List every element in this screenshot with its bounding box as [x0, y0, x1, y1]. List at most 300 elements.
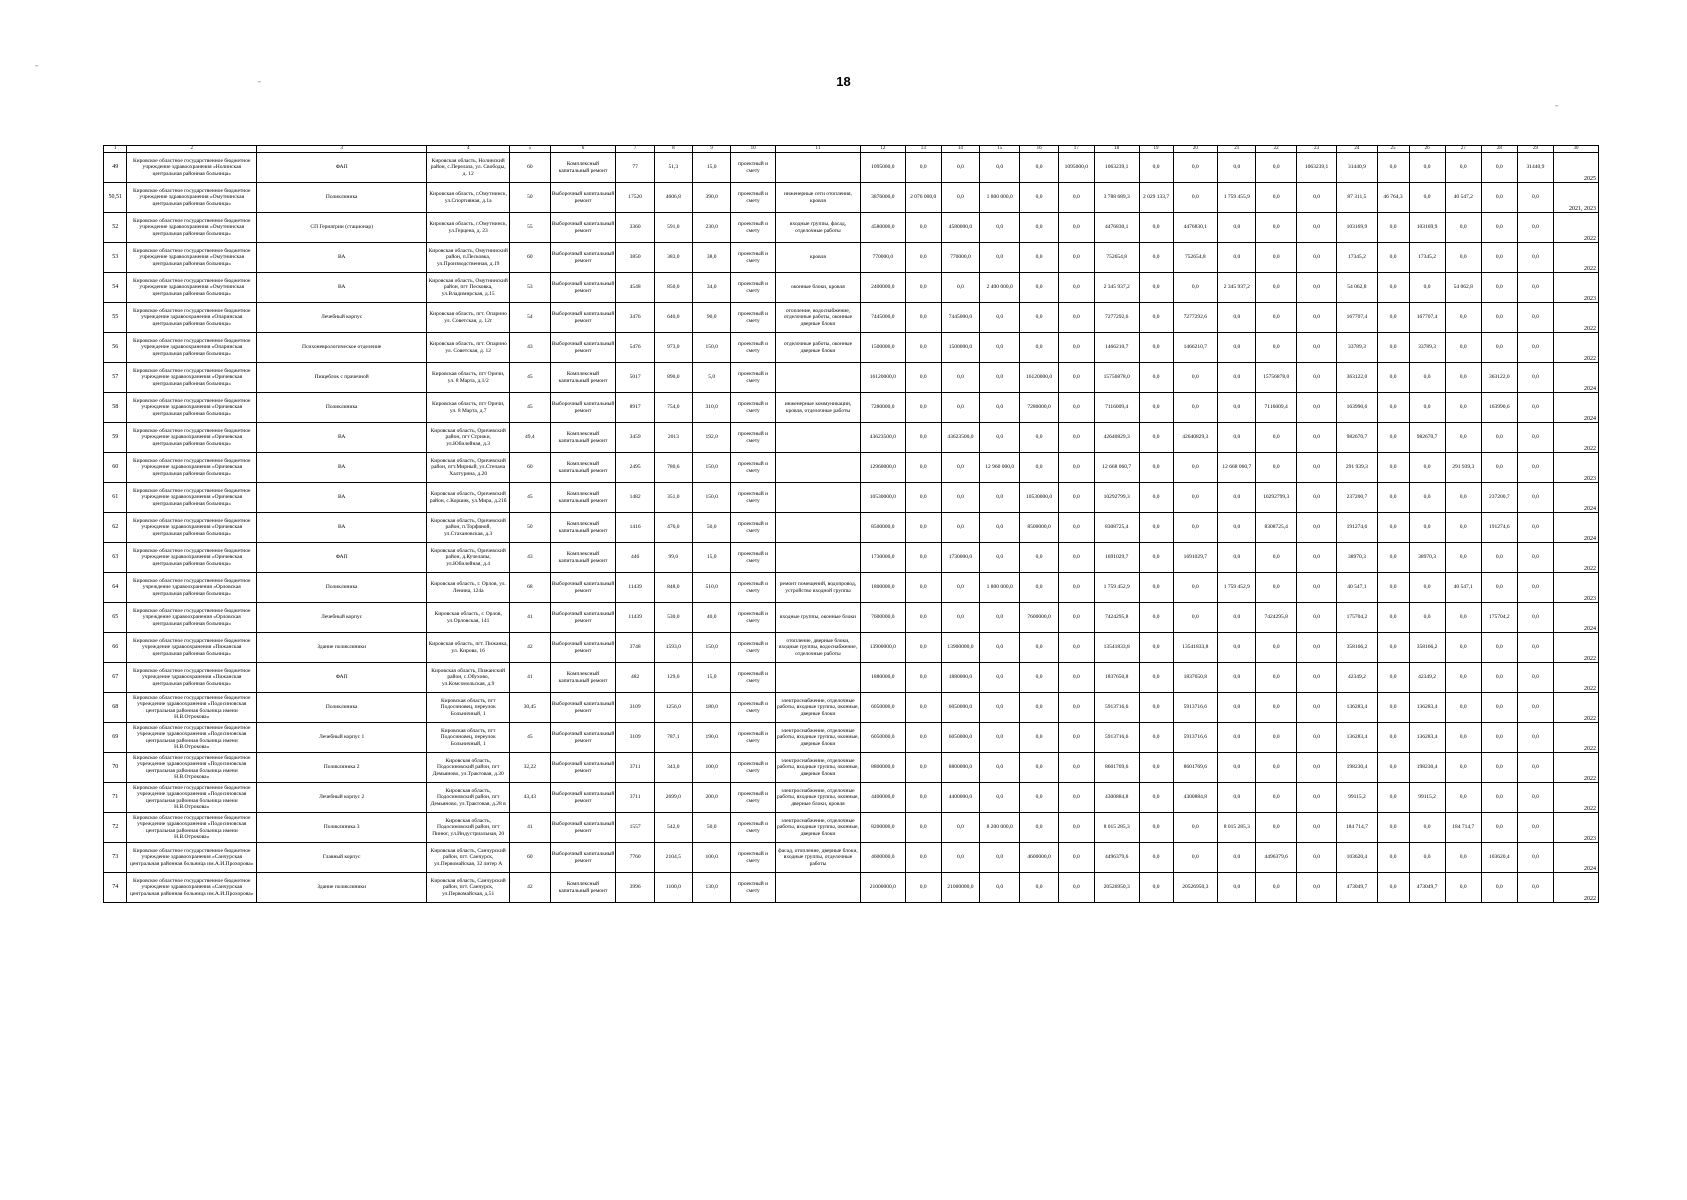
table-cell: Кировское областное государственное бюджетное учреждение здравоохранения «Оричевская центральная районная больница» [127, 513, 257, 543]
table-cell: 70 [104, 753, 127, 783]
table-row [104, 213, 1599, 243]
table-cell: 0,0 [1481, 663, 1517, 693]
table-cell: 0,0 [1256, 183, 1296, 213]
table-cell: ФАП [257, 153, 427, 183]
table-cell: 55 [510, 213, 550, 243]
table-cell: 0,0 [1218, 723, 1256, 753]
table-cell: 0,0 [1256, 753, 1296, 783]
table-cell: 4496379,6 [1256, 843, 1296, 873]
column-header: 16 [1020, 146, 1058, 153]
table-cell: 0,0 [1481, 723, 1517, 753]
table-cell: 1 800 000,0 [980, 573, 1020, 603]
table-cell: 0,0 [1517, 213, 1553, 243]
table-cell: проектный и смету [731, 183, 776, 213]
table-cell: 0,0 [1058, 243, 1094, 273]
table-cell: Поликлиника [257, 393, 427, 423]
table-cell: проектный и смету [731, 603, 776, 633]
table-cell: 0,0 [905, 513, 941, 543]
table-cell: 0,0 [1020, 153, 1058, 183]
table-cell: 8917 [616, 393, 654, 423]
table-cell: 0,0 [1256, 873, 1296, 903]
table-cell: 21000000,0 [941, 873, 979, 903]
table-cell: 200,0 [693, 783, 731, 813]
table-cell: 13541833,8 [1173, 633, 1218, 663]
table-cell: электроснабжение, отделочные работы, входные группы, оконные, дверные блоки [775, 753, 860, 783]
table-cell: 0,0 [1139, 483, 1173, 513]
table-cell: проектный и смету [731, 423, 776, 453]
table-cell: 0,0 [1218, 603, 1256, 633]
table-cell: 0,0 [1481, 243, 1517, 273]
table-cell: 43623500,0 [860, 423, 905, 453]
table-cell: 0,0 [905, 753, 941, 783]
table-cell: 0,0 [1058, 873, 1094, 903]
table-cell: 1500000,0 [941, 333, 979, 363]
table-cell: отопление, водоснабжение, отделочные работы, оконные дверные блоки [775, 303, 860, 333]
table-cell: Кировское областное государственное бюджетное учреждение здравоохранения «Подосиновская центральная районная больница имени Н.В.Отрокова» [127, 693, 257, 723]
table-cell: 68 [510, 573, 550, 603]
table-cell: 0,0 [1218, 423, 1256, 453]
table-cell: электроснабжение, отделочные работы, входные группы, оконные, дверные блоки [775, 693, 860, 723]
table-cell: 42349,2 [1337, 663, 1377, 693]
table-cell: фасад, отопление, дверные блоки, входные группы, отделочные работы [775, 843, 860, 873]
table-cell: 13541833,8 [1094, 633, 1139, 663]
table-cell: 175704,2 [1481, 603, 1517, 633]
table-cell: 1095000,0 [1058, 153, 1094, 183]
table-cell: 3711 [616, 783, 654, 813]
table-cell: 0,0 [1020, 573, 1058, 603]
table-cell: 0,0 [1020, 213, 1058, 243]
table-cell: 542,0 [654, 813, 692, 843]
table-cell: 0,0 [1409, 183, 1445, 213]
table-cell: проектный и смету [731, 333, 776, 363]
table-cell: 0,0 [941, 843, 979, 873]
table-cell: 0,0 [1058, 393, 1094, 423]
table-cell: 31440,9 [1337, 153, 1377, 183]
table-cell: 0,0 [905, 243, 941, 273]
table-cell: 0,0 [1445, 633, 1481, 663]
table-cell: 0,0 [1377, 213, 1409, 243]
table-cell: 0,0 [1058, 633, 1094, 663]
table-cell: 8 200 000,0 [980, 813, 1020, 843]
table-cell: 0,0 [1481, 873, 1517, 903]
table-cell: 0,0 [1296, 393, 1336, 423]
table-cell: Лечебный корпус 1 [257, 723, 427, 753]
table-cell: Кировская область, Пижанский район, с.Обухово, ул.Комсомольская, д.9 [427, 663, 510, 693]
table-cell: 473049,7 [1337, 873, 1377, 903]
table-cell: 6050000,0 [860, 693, 905, 723]
table-cell: 45 [510, 363, 550, 393]
table-row [104, 393, 1599, 423]
table-row [104, 303, 1599, 333]
table-cell: 5913716,6 [1094, 723, 1139, 753]
table-cell: 0,0 [905, 603, 941, 633]
table-cell: 8800000,0 [860, 753, 905, 783]
table-cell: 3748 [616, 633, 654, 663]
table-cell: 0,0 [1296, 483, 1336, 513]
table-cell: 8308725,4 [1094, 513, 1139, 543]
table-cell: 11439 [616, 603, 654, 633]
table-cell: 2023 [1554, 573, 1599, 603]
table-cell: 0,0 [1058, 363, 1094, 393]
table-cell: 72 [104, 813, 127, 843]
table-cell: 0,0 [1020, 813, 1058, 843]
table-cell: 3 788 689,3 [1094, 183, 1139, 213]
table-cell: 8601769,6 [1094, 753, 1139, 783]
table-cell: 0,0 [1256, 693, 1296, 723]
column-header: 9 [693, 146, 731, 153]
table-cell: Комплексный капитальный ремонт [550, 153, 616, 183]
table-cell: 10292799,3 [1094, 483, 1139, 513]
table-cell: Кировская область, пгт. Опарино ул. Советская, д. 12г [427, 303, 510, 333]
table-cell: 0,0 [941, 153, 979, 183]
table-cell: Кировская область, г. Орлов, ул.Орловская, 141 [427, 603, 510, 633]
table-cell: 60 [510, 843, 550, 873]
table-cell: 0,0 [1481, 633, 1517, 663]
table-cell: 13900000,0 [860, 633, 905, 663]
table-cell: 12960000,0 [860, 453, 905, 483]
table-cell: 2022 [1554, 663, 1599, 693]
table-cell: 0,0 [1409, 453, 1445, 483]
column-header: 3 [257, 146, 427, 153]
table-cell: 0,0 [1020, 753, 1058, 783]
table-cell: 0,0 [980, 873, 1020, 903]
table-cell: Кировское областное государственное бюджетное учреждение здравоохранения «Оричевская центральная районная больница» [127, 363, 257, 393]
table-cell: 0,0 [1139, 333, 1173, 363]
table-cell: Кировское областное государственное бюджетное учреждение здравоохранения «Подосиновская центральная районная больница имени Н.В.Отрокова» [127, 753, 257, 783]
table-cell: 198230,4 [1337, 753, 1377, 783]
table-cell: Кировское областное государственное бюджетное учреждение здравоохранения «Омутнинская центральная районная больница» [127, 213, 257, 243]
table-cell: 2022 [1554, 543, 1599, 573]
table-cell: 0,0 [1218, 303, 1256, 333]
table-cell: проектный и смету [731, 813, 776, 843]
table-cell: Кировская область, Подосиновский район, пгт Демьяново, ул.Трактовая, д.30 [427, 753, 510, 783]
table-row [104, 513, 1599, 543]
table-cell [775, 363, 860, 393]
table-cell: 57 [104, 363, 127, 393]
table-cell: Кировская область, Санчурский район, пгт. Санчурск, ул.Первомайская, д.51 [427, 873, 510, 903]
table-cell: 2022 [1554, 753, 1599, 783]
table-row [104, 783, 1599, 813]
table-cell: 0,0 [1058, 813, 1094, 843]
table-cell: 291 939,3 [1337, 453, 1377, 483]
table-cell: 0,0 [905, 573, 941, 603]
table-cell: Выборочный капитальный ремонт [550, 783, 616, 813]
table-cell: 55 [104, 303, 127, 333]
table-cell: Кировское областное государственное бюджетное учреждение здравоохранения «Оричевская центральная районная больница» [127, 453, 257, 483]
table-cell: 0,0 [1173, 153, 1218, 183]
table-cell: ВА [257, 243, 427, 273]
table-cell: 45 [510, 393, 550, 423]
table-cell: 0,0 [980, 693, 1020, 723]
table-cell: 510,0 [693, 573, 731, 603]
table-cell: 2024 [1554, 393, 1599, 423]
table-cell: 0,0 [1058, 513, 1094, 543]
table-cell: 0,0 [1139, 453, 1173, 483]
table-cell: 3711 [616, 753, 654, 783]
table-cell: Кировская область, г.Омутнинск, ул.Герцена, д. 23 [427, 213, 510, 243]
table-cell: Кировская область, Санчурский район, пгт. Санчурск, ул.Первомайская, 32 литер А [427, 843, 510, 873]
table-cell: 0,0 [1377, 873, 1409, 903]
table-cell: 3850 [616, 243, 654, 273]
table-cell: 2024 [1554, 513, 1599, 543]
table-cell: Выборочный капитальный ремонт [550, 573, 616, 603]
table-cell: 0,0 [980, 243, 1020, 273]
table-cell: Здание поликлиники [257, 873, 427, 903]
column-header: 2 [127, 146, 257, 153]
table-cell: 0,0 [1445, 873, 1481, 903]
table-cell: 2 029 133,7 [1139, 183, 1173, 213]
column-header: 12 [860, 146, 905, 153]
column-header: 14 [941, 146, 979, 153]
table-cell: 150,0 [693, 453, 731, 483]
table-cell: 7760 [616, 843, 654, 873]
table-cell: 2025 [1554, 153, 1599, 183]
table-cell: 0,0 [1445, 153, 1481, 183]
stray-mark: - [258, 76, 261, 86]
table-cell: 0,0 [1218, 873, 1256, 903]
table-cell: ФАП [257, 543, 427, 573]
table-cell: 0,0 [1218, 333, 1256, 363]
table-cell: 0,0 [905, 693, 941, 723]
table-cell: Кировская область, Нолинский район, с.Перелаза, ул. Свободы, д. 12 [427, 153, 510, 183]
table-cell: Кировское областное государственное бюджетное учреждение здравоохранения «Подосиновская центральная районная больница имени Н.В.Отрокова» [127, 723, 257, 753]
table-row [104, 843, 1599, 873]
table-cell: 0,0 [1296, 843, 1336, 873]
table-cell: 0,0 [980, 153, 1020, 183]
stray-mark: - [35, 60, 38, 70]
table-cell: 0,0 [941, 573, 979, 603]
table-cell: проектный и смету [731, 273, 776, 303]
table-cell [775, 423, 860, 453]
table-cell: Главный корпус [257, 843, 427, 873]
table-cell: 60 [510, 153, 550, 183]
table-cell: 0,0 [980, 393, 1020, 423]
table-cell: 49 [104, 153, 127, 183]
column-header: 18 [1094, 146, 1139, 153]
table-cell: 30,45 [510, 693, 550, 723]
table-cell: 4476830,1 [1173, 213, 1218, 243]
table-cell: 0,0 [1481, 783, 1517, 813]
table-cell: Кировское областное государственное бюджетное учреждение здравоохранения «Омутнинская центральная районная больница» [127, 183, 257, 213]
table-cell: 0,0 [1139, 603, 1173, 633]
table-cell: 1730000,0 [941, 543, 979, 573]
table-cell: 0,0 [1173, 483, 1218, 513]
table-cell: 31440,9 [1517, 153, 1553, 183]
table-cell: 7277292,6 [1173, 303, 1218, 333]
column-header: 7 [616, 146, 654, 153]
table-cell: 0,0 [1296, 213, 1336, 243]
table-cell: 0,0 [1517, 873, 1553, 903]
table-cell: 71 [104, 783, 127, 813]
table-cell: 17520 [616, 183, 654, 213]
table-cell: 129,0 [654, 663, 692, 693]
table-cell: 1837650,8 [1173, 663, 1218, 693]
table-cell: 0,0 [1377, 783, 1409, 813]
table-row [104, 543, 1599, 573]
table-cell: 0,0 [1139, 813, 1173, 843]
table-cell: 7280000,0 [1020, 393, 1058, 423]
table-cell: 15,0 [693, 543, 731, 573]
table-cell: 53 [510, 273, 550, 303]
table-cell: 2022 [1554, 213, 1599, 243]
table-body [104, 153, 1599, 903]
table-row [104, 603, 1599, 633]
column-header: 8 [654, 146, 692, 153]
table-cell: 64 [104, 573, 127, 603]
table-cell: 59 [104, 423, 127, 453]
table-cell: 0,0 [1296, 753, 1336, 783]
table-cell: Кировская область, г. Орлов, ул. Ленина, 124а [427, 573, 510, 603]
table-cell: Выборочный капитальный ремонт [550, 633, 616, 663]
table-cell: 2024 [1554, 603, 1599, 633]
table-cell: 0,0 [1517, 273, 1553, 303]
table-cell: 42 [510, 633, 550, 663]
table-cell: 0,0 [1296, 663, 1336, 693]
table-cell: Кировская область, Оричевский район, д.Кучелапы, ул.Юбилейная, д.4 [427, 543, 510, 573]
table-cell: 0,0 [1139, 873, 1173, 903]
table-cell: 780,6 [654, 453, 692, 483]
table-cell: 0,0 [1481, 453, 1517, 483]
table-cell: 0,0 [905, 843, 941, 873]
table-cell [775, 663, 860, 693]
table-cell: 4600000,0 [860, 843, 905, 873]
table-cell: 1557 [616, 813, 654, 843]
table-cell: 56 [104, 333, 127, 363]
table-cell: 0,0 [1409, 363, 1445, 393]
table-cell: Поликлиника [257, 573, 427, 603]
table-cell: 0,0 [1020, 543, 1058, 573]
table-cell: Кировская область, Подосиновский район, пгт Демьяново, ул.Трактовая, д.28 в [427, 783, 510, 813]
table-cell [775, 483, 860, 513]
table-cell: 3876000,0 [860, 183, 905, 213]
table-cell: 90,0 [693, 303, 731, 333]
table-cell: 0,0 [1481, 813, 1517, 843]
table-cell: 0,0 [1517, 723, 1553, 753]
table-cell [775, 153, 860, 183]
table-cell: 99115,2 [1409, 783, 1445, 813]
table-cell: 7280000,0 [860, 393, 905, 423]
table-cell: 0,0 [905, 153, 941, 183]
table-cell: 0,0 [1445, 423, 1481, 453]
table-cell: 2021, 2023 [1554, 183, 1599, 213]
table-cell: 0,0 [1377, 273, 1409, 303]
table-cell: Выборочный капитальный ремонт [550, 843, 616, 873]
table-cell: 2023 [1554, 813, 1599, 843]
table-cell: 0,0 [980, 423, 1020, 453]
table-cell: 0,0 [1256, 153, 1296, 183]
table-cell: 42349,2 [1409, 663, 1445, 693]
table-cell: 0,0 [1256, 423, 1296, 453]
table-cell: 530,0 [654, 603, 692, 633]
table-cell: Кировская область, г.Омутнинск, ул.Спортивная, д.1а [427, 183, 510, 213]
table-cell: 0,0 [1256, 783, 1296, 813]
table-cell: 0,0 [1517, 423, 1553, 453]
table-cell: 0,0 [1218, 543, 1256, 573]
column-header: 6 [550, 146, 616, 153]
table-cell: 0,0 [1517, 603, 1553, 633]
table-cell: 4400000,0 [941, 783, 979, 813]
table-cell: 0,0 [1218, 153, 1256, 183]
table-cell: 1466210,7 [1173, 333, 1218, 363]
table-cell: 0,0 [1139, 663, 1173, 693]
table-cell: Комплексный капитальный ремонт [550, 363, 616, 393]
table-cell: 291 939,3 [1445, 453, 1481, 483]
table-cell: 0,0 [1139, 543, 1173, 573]
column-header: 22 [1256, 146, 1296, 153]
table-cell: 0,0 [941, 363, 979, 393]
table-cell: проектный и смету [731, 843, 776, 873]
table-cell: 0,0 [1173, 513, 1218, 543]
table-cell: 0,0 [941, 273, 979, 303]
table-cell: 0,0 [941, 483, 979, 513]
table-cell: 770000,0 [860, 243, 905, 273]
column-header: 17 [1058, 146, 1094, 153]
table-cell: 358166,2 [1337, 633, 1377, 663]
table-cell: 0,0 [1058, 213, 1094, 243]
table-cell: ФАП [257, 663, 427, 693]
table-cell: 49,4 [510, 423, 550, 453]
table-cell: 41 [510, 603, 550, 633]
table-cell: 0,0 [1377, 393, 1409, 423]
table-cell: 8500000,0 [1020, 513, 1058, 543]
table-cell: 0,0 [1296, 693, 1336, 723]
table-row [104, 693, 1599, 723]
table-cell: ВА [257, 513, 427, 543]
table-cell: 0,0 [1218, 513, 1256, 543]
table-cell: инженерные коммуникации, кровля, отделочные работы [775, 393, 860, 423]
table-cell [775, 543, 860, 573]
table-cell: 15756878,0 [1094, 363, 1139, 393]
table-cell: 0,0 [905, 393, 941, 423]
table-cell: 12 960 000,0 [980, 453, 1020, 483]
table-cell: 1095000,0 [860, 153, 905, 183]
table-cell: 0,0 [1296, 333, 1336, 363]
table-cell: проектный и смету [731, 213, 776, 243]
table-cell: Выборочный капитальный ремонт [550, 813, 616, 843]
table-cell: 0,0 [1139, 513, 1173, 543]
table-cell: 0,0 [1058, 333, 1094, 363]
table-cell: 0,0 [1173, 843, 1218, 873]
table-cell: 0,0 [1058, 543, 1094, 573]
table-cell: 0,0 [980, 753, 1020, 783]
table-cell: 0,0 [980, 483, 1020, 513]
table-cell: 0,0 [1296, 633, 1336, 663]
page-number: 18 [836, 74, 851, 89]
table-cell: 43,43 [510, 783, 550, 813]
table-cell: 16120000,0 [860, 363, 905, 393]
table-row [104, 453, 1599, 483]
table-cell: Кировское областное государственное бюджетное учреждение здравоохранения «Омутнинская центральная районная больница» [127, 273, 257, 303]
table-cell: 343,0 [654, 753, 692, 783]
header-row [104, 146, 1599, 153]
table-cell: проектный и смету [731, 393, 776, 423]
table-cell: 310,0 [693, 393, 731, 423]
table-cell: 45 [510, 723, 550, 753]
table-cell: 0,0 [1517, 543, 1553, 573]
table-cell: Кировская область, пгт Оричи, ул. 8 Марта, д.7 [427, 393, 510, 423]
table-cell: 2024 [1554, 483, 1599, 513]
table-cell: 0,0 [1139, 393, 1173, 423]
table-cell: 0,0 [1445, 723, 1481, 753]
table-cell: 752654,8 [1173, 243, 1218, 273]
table-cell: 363122,0 [1337, 363, 1377, 393]
table-cell: 150,0 [693, 483, 731, 513]
table-cell: 0,0 [1481, 693, 1517, 723]
table-cell: 0,0 [1173, 573, 1218, 603]
table-cell: 7116009,4 [1094, 393, 1139, 423]
table-cell: 1466210,7 [1094, 333, 1139, 363]
table-cell: 0,0 [1517, 393, 1553, 423]
